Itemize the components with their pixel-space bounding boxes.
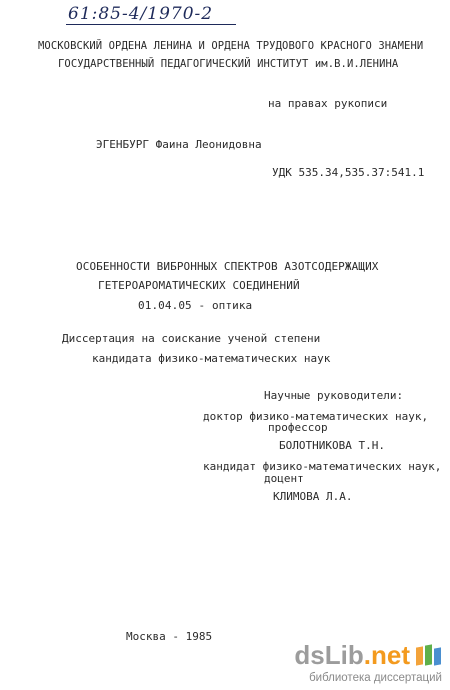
degree-line-1: Диссертация на соискание ученой степени — [62, 332, 321, 345]
watermark-logo-text: dsLib.net — [294, 640, 410, 670]
supervisor-1-title: доктор физико-математических наук, — [203, 410, 429, 423]
degree-line-2: кандидата физико-математических наук — [92, 352, 331, 365]
supervisor-1-rank: профессор — [268, 421, 328, 434]
books-icon — [416, 645, 442, 667]
title-line-2: ГЕТЕРОАРОМАТИЧЕСКИХ СОЕДИНЕНИЙ — [98, 279, 300, 292]
specialty-code: 01.04.05 - оптика — [138, 299, 253, 312]
supervisor-2-rank: доцент — [264, 472, 304, 485]
udk-code: УДК 535.34,535.37:541.1 — [272, 166, 425, 179]
handwritten-archive-code: 61:85-4/1970-2 — [68, 4, 214, 24]
institution-line-2: ГОСУДАРСТВЕННЫЙ ПЕДАГОГИЧЕСКИЙ ИНСТИТУТ им.В.И.ЛЕНИНА — [58, 58, 399, 70]
dslib-watermark — [294, 640, 442, 684]
title-line-1: ОСОБЕННОСТИ ВИБРОННЫХ СПЕКТРОВ АЗОТСОДЕРЖАЩИХ — [76, 260, 379, 273]
author-name: ЭГЕНБУРГ Фаина Леонидовна — [96, 138, 262, 151]
supervisor-1-name: БОЛОТНИКОВА Т.Н. — [279, 439, 385, 452]
place-year: Москва - 1985 — [126, 630, 213, 643]
manuscript-note: на правах рукописи — [268, 97, 388, 110]
supervisor-2-title: кандидат физико-математических наук, — [203, 460, 442, 473]
supervisors-heading: Научные руководители: — [264, 389, 404, 402]
handwritten-underline — [66, 24, 236, 25]
institution-line-1: МОСКОВСКИЙ ОРДЕНА ЛЕНИНА И ОРДЕНА ТРУДОВОГО КРАСНОГО ЗНАМЕНИ — [38, 40, 424, 52]
watermark-subtitle: библиотека диссертаций — [309, 672, 442, 684]
supervisor-2-name: КЛИМОВА Л.А. — [273, 490, 353, 503]
